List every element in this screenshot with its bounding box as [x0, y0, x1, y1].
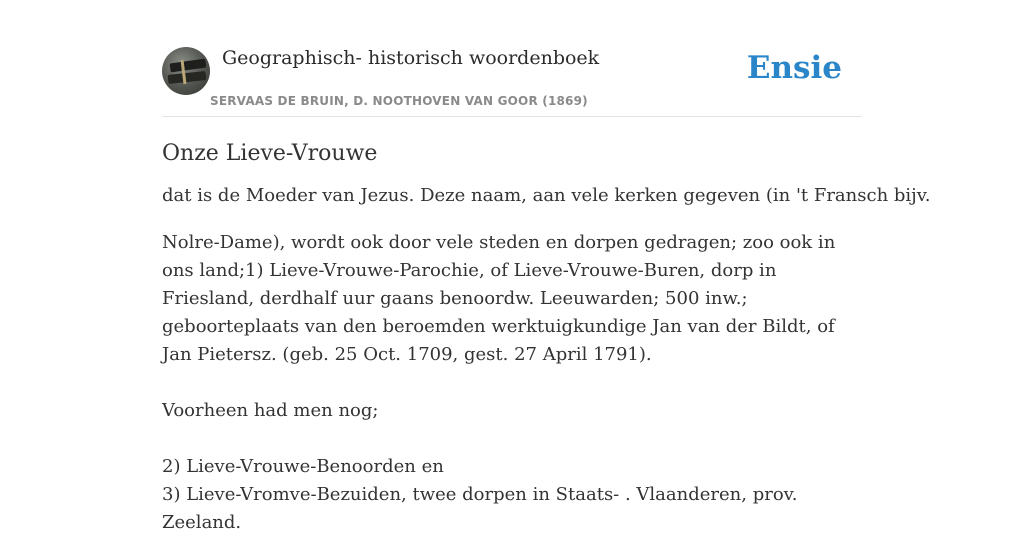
book-header — [162, 46, 862, 117]
entry-paragraph: 2) Lieve-Vrouwe-Benoorden en — [162, 456, 444, 477]
entry-paragraph: Voorheen had men nog; — [162, 400, 379, 421]
book-title-link[interactable]: Geographisch- historisch woordenboek — [222, 47, 600, 69]
entry-paragraph: Nolre-Dame), wordt ook door vele steden en dorpen gedragen; zoo ook in ons land;1) Lieve-Vrouwe-Parochie, of Lieve-Vrouwe-Buren, dorp in Friesland, derdhalf uur gaans benoordw. Leeuwarden; 500 inw.; geboorteplaats van den beroemden werktuigkundige Jan van der Bildt, of Jan Pietersz. (geb. 25 Oct. 1709, gest. 27 April 1791). — [162, 232, 836, 365]
book-stack-icon — [170, 59, 207, 73]
entry-paragraph: dat is de Moeder van Jezus. Deze naam, aan vele kerken gegeven (in 't Fransch bijv. — [162, 185, 931, 206]
entry-title: Onze Lieve-Vrouwe — [162, 141, 378, 166]
book-cover-avatar[interactable] — [162, 47, 210, 95]
entry-paragraph: 3) Lieve-Vromve-Bezuiden, twee dorpen in Staats- . Vlaanderen, prov. Zeeland. — [162, 484, 798, 533]
ensie-logo-link[interactable]: Ensie — [746, 50, 842, 86]
book-author: SERVAAS DE BRUIN, D. NOOTHOVEN VAN GOOR (1869) — [210, 94, 588, 108]
entry-content — [162, 138, 931, 537]
